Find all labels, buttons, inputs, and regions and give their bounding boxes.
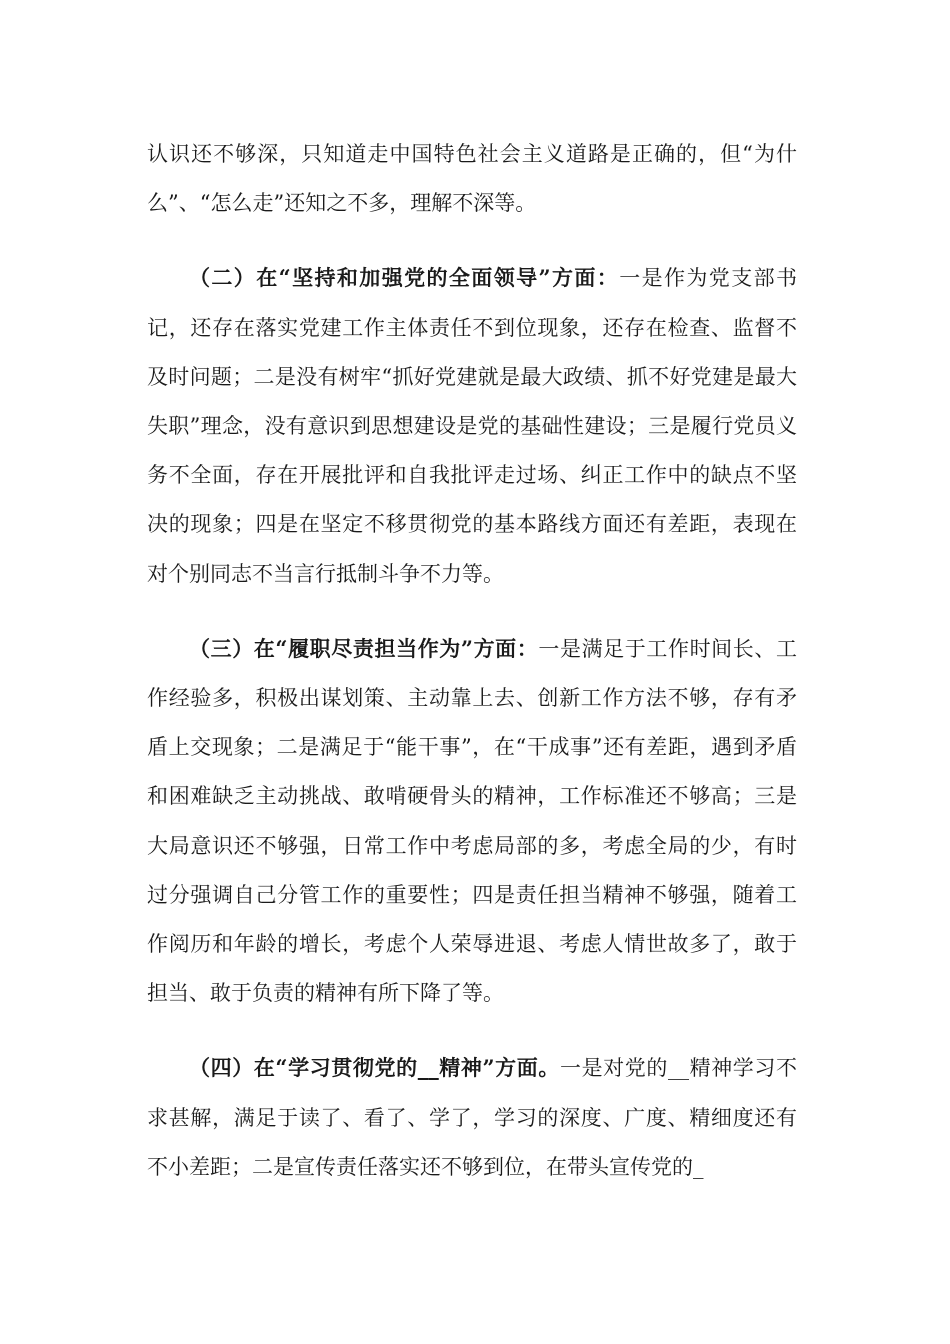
paragraph-body: 一是对党的__精神学习不求甚解，满足于读了、看了、学了，学习的深度、广度、精细度还有不小差距；二是宣传责任落实还不够到位，在带头宣传党的_ [147,1056,797,1179]
paragraph-spacer [147,228,797,253]
section-heading: （二）在“坚持和加强党的全面领导”方面： [189,265,620,291]
paragraph-section-3 [147,624,797,1019]
document-body [147,130,797,1192]
paragraph-body: 一是满足于工作时间长、工作经验多，积极出谋划策、主动靠上去、创新工作方法不够，存有矛盾上交现象；二是满足于“能干事”，在“干成事”还有差距，遇到矛盾和困难缺乏主动挑战、敢啃硬骨头的精神，工作标准还不够高；三是大局意识还不够强，日常工作中考虑局部的多，考虑全局的少，有时过分强调自己分管工作的重要性；四是责任担当精神不够强，随着工作阅历和年龄的增长，考虑个人荣辱进退、考虑人情世故多了，敢于担当、敢于负责的精神有所下降了等。 [147,636,797,1006]
paragraph-spacer [147,1018,797,1043]
paragraph-spacer [147,599,797,624]
section-heading: （三）在“履职尽责担当作为”方面： [189,635,539,661]
section-heading: （四）在“学习贯彻党的__精神”方面。 [189,1055,560,1081]
paragraph-body: 认识还不够深，只知道走中国特色社会主义道路是正确的，但“为什么”、“怎么走”还知之不多，理解不深等。 [147,142,797,216]
paragraph-section-2 [147,253,797,598]
paragraph-section-4 [147,1043,797,1192]
paragraph-body: 一是作为党支部书记，还存在落实党建工作主体责任不到位现象，还存在检查、监督不及时问题；二是没有树牢“抓好党建就是最大政绩、抓不好党建是最大失职”理念，没有意识到思想建设是党的基础性建设；三是履行党员义务不全面，存在开展批评和自我批评走过场、纠正工作中的缺点不坚决的现象；四是在坚定不移贯彻党的基本路线方面还有差距，表现在对个别同志不当言行抵制斗争不力等。 [147,266,797,586]
paragraph-continuation [147,130,797,228]
